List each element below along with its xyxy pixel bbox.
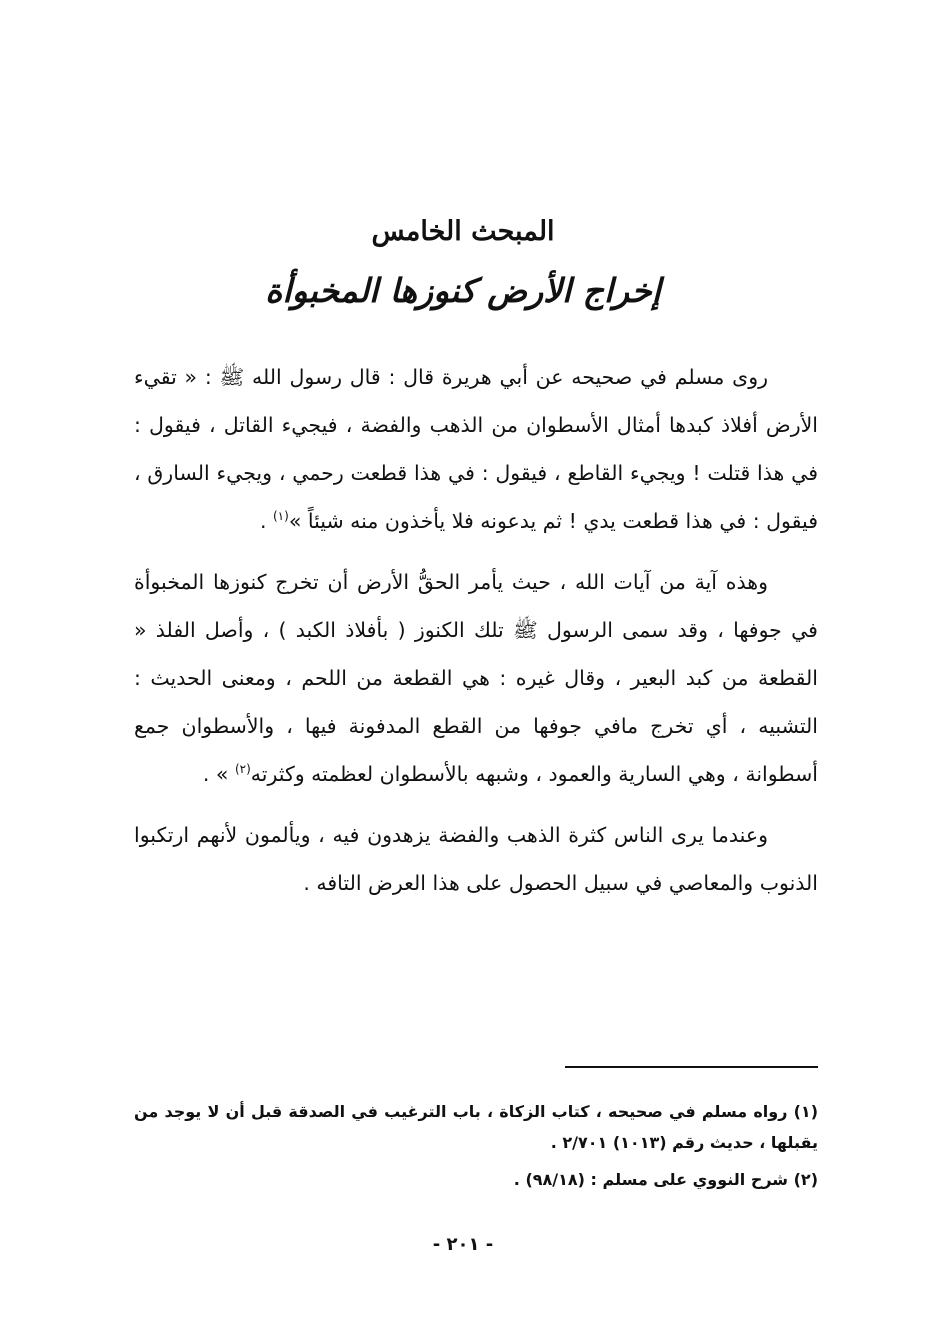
paragraph-tail: » . [202,762,235,786]
page-number: - ٢٠١ - [432,1234,494,1255]
footnote-ref: (٢) [234,762,251,777]
paragraph-text: روى مسلم في صحيحه عن أبي هريرة قال : قال رسول الله ﷺ : « تقيء الأرض أفلاذ كبدها أمثال الأسطوان من الذهب والفضة ، فيجيء القاتل ، فيقول : في هذا قتلت ! ويجيء القاطع ، فيقول : في هذا قطعت رحمي ، ويجيء السارق ، فيقول : في هذا قطعت يدي ! ثم يدعونه فلا يأخذون منه شيئاً » [134,365,818,533]
paragraph [134,353,818,545]
footnotes [134,1096,818,1201]
body-text [134,353,818,920]
footnote-divider [565,1066,818,1068]
paragraph [134,811,818,907]
paragraph-text: وهذه آية من آيات الله ، حيث يأمر الحقُّ الأرض أن تخرج كنوزها المخبوأة في جوفها ، وقد سمى الرسول ﷺ تلك الكنوز ( بأفلاذ الكبد ) ، وأصل الفلذ « القطعة من كبد البعير ، وقال غيره : هي القطعة من اللحم ، ومعنى الحديث : التشبيه ، أي تخرج مافي جوفها من القطع المدفونة فيها ، والأسطوان جمع أسطوانة ، وهي السارية والعمود ، وشبهه بالأسطوان لعظمته وكثرته [134,570,818,786]
chapter-label: المبحث الخامس [371,216,555,247]
chapter-title: إخراج الأرض كنوزها المخبوأة [265,271,661,310]
paragraph [134,558,818,798]
paragraph-tail: . [259,509,273,533]
footnote-1: (١) رواه مسلم في صحيحه ، كتاب الزكاة ، باب الترغيب في الصدقة قبل أن لا يوجد من يقبلها ، حديث رقم (١٠١٣) ٢/٧٠١ . [134,1102,818,1152]
footnote-2: (٢) شرح النووي على مسلم : (٩٨/١٨) . [513,1170,818,1189]
paragraph-text: وعندما يرى الناس كثرة الذهب والفضة يزهدون فيه ، ويألمون لأنهم ارتكبوا الذنوب والمعاصي في سبيل الحصول على هذا العرض التافه . [134,823,818,895]
footnote-ref: (١) [272,509,289,524]
